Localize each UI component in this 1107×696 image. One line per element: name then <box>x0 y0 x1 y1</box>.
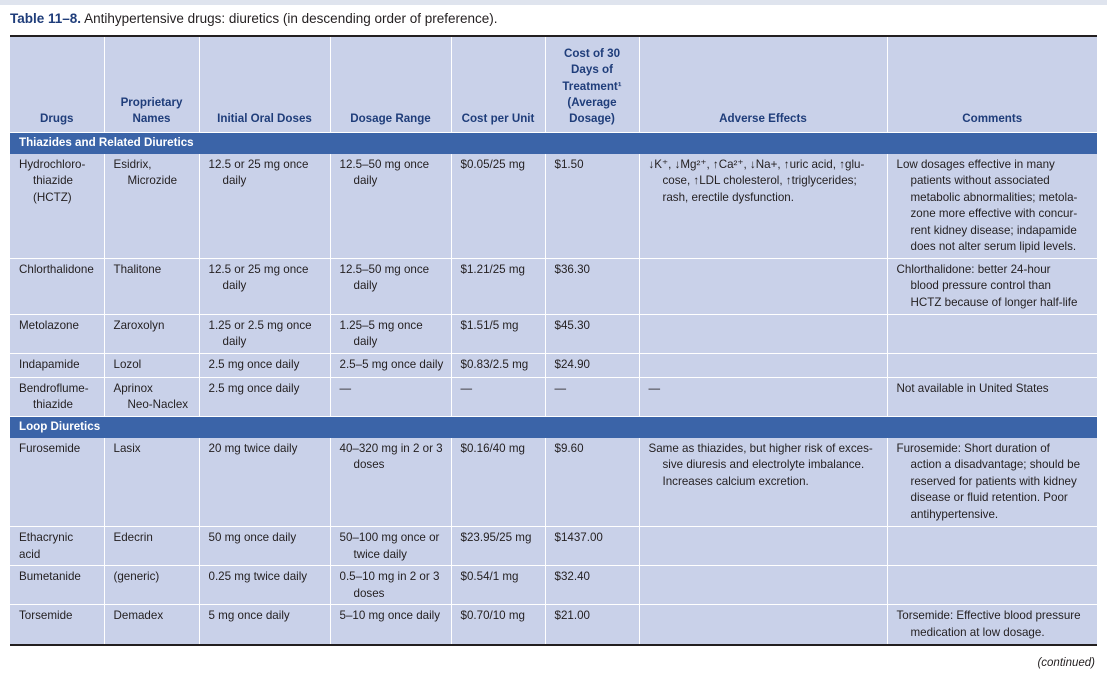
cell-value: $1437.00 <box>554 531 603 544</box>
cell-line: Furosemide <box>19 441 81 455</box>
cell-initial <box>199 438 330 527</box>
cell-cost-30 <box>545 438 639 527</box>
cell-line: Demadex <box>113 609 164 622</box>
cell-range <box>330 154 451 259</box>
cell-line: Neo-Naclex <box>127 398 189 411</box>
cell-line: 2.5 mg once daily <box>208 357 300 371</box>
cell-drug <box>10 566 104 605</box>
cell-line: 20 mg twice daily <box>208 441 298 455</box>
cell-value: $1.51/5 mg <box>460 318 519 332</box>
cell-adverse <box>639 566 887 605</box>
cell-proprietary <box>104 154 199 259</box>
cell-line: Same as thiazides, but higher risk of exces- <box>648 441 873 455</box>
cell-initial <box>199 566 330 605</box>
cell-cost-unit <box>451 438 545 527</box>
section-header <box>10 416 1097 438</box>
cell-cost-30 <box>545 377 639 416</box>
cell-line: Low dosages effective in many <box>896 157 1055 171</box>
cell-adverse <box>639 605 887 645</box>
cell-line: 50–100 mg once or <box>339 531 440 544</box>
cell-initial <box>199 605 330 645</box>
cell-comments <box>887 527 1097 566</box>
cell-value: $36.30 <box>554 262 590 276</box>
cell-line: Not available in United States <box>896 381 1049 395</box>
cell-adverse <box>639 258 887 314</box>
cell-line: Metolazone <box>19 318 79 332</box>
cell-value: $0.83/2.5 mg <box>460 357 529 371</box>
header-range: Dosage Range <box>330 36 451 132</box>
cell-initial <box>199 314 330 353</box>
cell-line: Chlorthalidone: better 24-hour <box>896 262 1051 276</box>
cell-line: Microzide <box>127 174 178 187</box>
cell-line: metabolic abnormalities; metola- <box>910 190 1078 204</box>
cell-value: $1.21/25 mg <box>460 262 525 276</box>
cell-drug <box>10 605 104 645</box>
cell-proprietary <box>104 258 199 314</box>
cell-line: 12.5 or 25 mg once <box>208 157 309 171</box>
cell-line: Torsemide: Effective blood pressure <box>896 609 1081 622</box>
section-title: Loop Diuretics <box>10 416 1097 438</box>
cell-initial <box>199 353 330 377</box>
cell-line: Chlorthalidone <box>19 262 94 276</box>
cell-value: — <box>554 381 567 395</box>
cell-range <box>330 377 451 416</box>
cell-drug <box>10 258 104 314</box>
cell-cost-30 <box>545 353 639 377</box>
cell-line: 12.5–50 mg once <box>339 157 430 171</box>
cell-range <box>330 605 451 645</box>
cell-proprietary <box>104 605 199 645</box>
cell-adverse <box>639 154 887 259</box>
cell-cost-unit <box>451 527 545 566</box>
cell-line: reserved for patients with kidney <box>910 474 1077 488</box>
cell-line: daily <box>222 279 247 292</box>
cell-value: $0.05/25 mg <box>460 157 525 171</box>
cell-range <box>330 353 451 377</box>
section-header <box>10 132 1097 154</box>
cell-line: disease or fluid retention. Poor <box>910 491 1068 504</box>
top-rule <box>0 0 1107 5</box>
cell-line: Bumetanide <box>19 570 81 583</box>
cell-comments <box>887 438 1097 527</box>
table-row <box>10 377 1097 416</box>
cell-value: $9.60 <box>554 441 584 455</box>
table-row <box>10 438 1097 527</box>
cell-initial <box>199 258 330 314</box>
cell-line: does not alter serum lipid levels. <box>910 240 1077 253</box>
cell-proprietary <box>104 314 199 353</box>
cell-line: doses <box>353 458 385 471</box>
cell-line: 2.5–5 mg once daily <box>339 357 444 371</box>
cell-line: daily <box>353 174 378 187</box>
table-row <box>10 566 1097 605</box>
cell-value: $24.90 <box>554 357 590 371</box>
cell-range <box>330 438 451 527</box>
cell-cost-unit <box>451 377 545 416</box>
cell-line: (HCTZ) <box>33 190 72 204</box>
cell-line: 5–10 mg once daily <box>339 609 441 622</box>
cell-line: HCTZ because of longer half-life <box>910 295 1078 309</box>
cell-line: daily <box>222 335 247 348</box>
cell-line: cose, ↑LDL cholesterol, ↑triglycerides; <box>662 174 857 187</box>
cell-range <box>330 566 451 605</box>
cell-drug <box>10 154 104 259</box>
cell-line: 0.25 mg twice daily <box>208 570 308 583</box>
cell-line: Aprinox <box>113 381 153 395</box>
cell-cost-30 <box>545 605 639 645</box>
cell-drug <box>10 314 104 353</box>
cell-range <box>330 314 451 353</box>
header-comments: Comments <box>887 36 1097 132</box>
cell-value: $0.70/10 mg <box>460 609 525 622</box>
cell-line: ↓K⁺, ↓Mg²⁺, ↑Ca²⁺, ↓Na+, ↑uric acid, ↑glu- <box>648 157 865 171</box>
continued-note: (continued) <box>1037 657 1095 669</box>
cell-cost-unit <box>451 314 545 353</box>
header-row <box>10 36 1097 132</box>
cell-comments <box>887 353 1097 377</box>
cell-line: Ethacrynic acid <box>19 531 74 561</box>
cell-cost-30 <box>545 258 639 314</box>
cell-initial <box>199 527 330 566</box>
cell-drug <box>10 377 104 416</box>
table-caption <box>10 11 498 26</box>
cell-proprietary <box>104 438 199 527</box>
cell-comments <box>887 566 1097 605</box>
cell-value: $0.54/1 mg <box>460 570 519 583</box>
cell-line: daily <box>222 174 247 187</box>
cell-line: rash, erectile dysfunction. <box>662 190 794 204</box>
cell-value: $21.00 <box>554 609 590 622</box>
cell-line: blood pressure control than <box>910 279 1052 292</box>
cell-line: — <box>339 381 352 395</box>
cell-comments <box>887 377 1097 416</box>
cell-line: thiazide <box>33 174 73 187</box>
cell-line: doses <box>353 586 385 600</box>
cell-comments <box>887 605 1097 645</box>
cell-drug <box>10 527 104 566</box>
cell-adverse <box>639 377 887 416</box>
cell-line: Zaroxolyn <box>113 318 165 332</box>
cell-line: 40–320 mg in 2 or 3 <box>339 441 443 455</box>
cell-line: antihypertensive. <box>910 507 999 521</box>
cell-comments <box>887 314 1097 353</box>
cell-line: rent kidney disease; indapamide <box>910 223 1077 237</box>
cell-line: action a disadvantage; should be <box>910 458 1081 471</box>
cell-line: Indapamide <box>19 357 80 371</box>
cell-cost-unit <box>451 605 545 645</box>
cell-line: (generic) <box>113 570 160 583</box>
cell-line: 12.5–50 mg once <box>339 262 430 276</box>
header-cost-unit: Cost per Unit <box>451 36 545 132</box>
table-row <box>10 605 1097 645</box>
cell-line: medication at low dosage. <box>910 625 1045 639</box>
cell-proprietary <box>104 377 199 416</box>
cell-line: daily <box>353 335 378 348</box>
cell-range <box>330 258 451 314</box>
cell-value: $1.50 <box>554 157 584 171</box>
table-row <box>10 527 1097 566</box>
cell-value: — <box>460 381 473 395</box>
cell-proprietary <box>104 566 199 605</box>
cell-line: Hydrochloro- <box>19 157 86 171</box>
cell-proprietary <box>104 353 199 377</box>
cell-cost-unit <box>451 258 545 314</box>
cell-value: $23.95/25 mg <box>460 531 532 544</box>
table-row <box>10 154 1097 259</box>
cell-cost-30 <box>545 154 639 259</box>
cell-line: — <box>648 381 661 395</box>
cell-comments <box>887 154 1097 259</box>
table-row <box>10 314 1097 353</box>
cell-line: zone more effective with concur- <box>910 207 1078 220</box>
cell-initial <box>199 377 330 416</box>
cell-value: $0.16/40 mg <box>460 441 525 455</box>
cell-range <box>330 527 451 566</box>
cell-line: 1.25 or 2.5 mg once <box>208 318 312 332</box>
header-initial: Initial Oral Doses <box>199 36 330 132</box>
cell-line: daily <box>353 279 378 292</box>
cell-proprietary <box>104 527 199 566</box>
cell-cost-unit <box>451 566 545 605</box>
cell-line: Esidrix, <box>113 157 152 171</box>
section-title: Thiazides and Related Diuretics <box>10 132 1097 154</box>
cell-cost-unit <box>451 154 545 259</box>
cell-cost-30 <box>545 527 639 566</box>
cell-cost-30 <box>545 314 639 353</box>
cell-line: 5 mg once daily <box>208 609 290 622</box>
cell-adverse <box>639 438 887 527</box>
cell-adverse <box>639 527 887 566</box>
cell-line: Lozol <box>113 357 142 371</box>
cell-line: sive diuresis and electrolyte imbalance. <box>662 458 865 471</box>
cell-line: Increases calcium excretion. <box>662 474 809 488</box>
cell-line: 12.5 or 25 mg once <box>208 262 309 276</box>
cell-line: Torsemide <box>19 609 73 622</box>
cell-adverse <box>639 314 887 353</box>
cell-line: patients without associated <box>910 174 1050 187</box>
cell-line: 0.5–10 mg in 2 or 3 <box>339 570 440 583</box>
cell-line: twice daily <box>353 547 407 561</box>
header-drugs: Drugs <box>10 36 104 132</box>
cell-drug <box>10 438 104 527</box>
cell-adverse <box>639 353 887 377</box>
header-proprietary: Proprietary Names <box>104 36 199 132</box>
table-title: Antihypertensive drugs: diuretics (in descending order of preference). <box>84 11 498 26</box>
header-adverse: Adverse Effects <box>639 36 887 132</box>
cell-line: thiazide <box>33 398 73 411</box>
diuretics-table <box>10 35 1097 646</box>
cell-line: Edecrin <box>113 531 153 544</box>
table-row <box>10 353 1097 377</box>
header-cost-30: Cost of 30 Days of Treatment¹ (Average Dosage) <box>545 36 639 132</box>
cell-line: Lasix <box>113 441 141 455</box>
table-row <box>10 258 1097 314</box>
cell-comments <box>887 258 1097 314</box>
cell-line: 50 mg once daily <box>208 531 297 544</box>
cell-line: Bendroflume- <box>19 381 89 395</box>
cell-line: 2.5 mg once daily <box>208 381 300 395</box>
table-number: Table 11–8. <box>10 11 82 26</box>
cell-cost-30 <box>545 566 639 605</box>
cell-value: $32.40 <box>554 570 590 583</box>
cell-value: $45.30 <box>554 318 590 332</box>
cell-cost-unit <box>451 353 545 377</box>
cell-drug <box>10 353 104 377</box>
cell-line: 1.25–5 mg once <box>339 318 423 332</box>
cell-line: Furosemide: Short duration of <box>896 441 1050 455</box>
cell-initial <box>199 154 330 259</box>
cell-line: Thalitone <box>113 262 162 276</box>
